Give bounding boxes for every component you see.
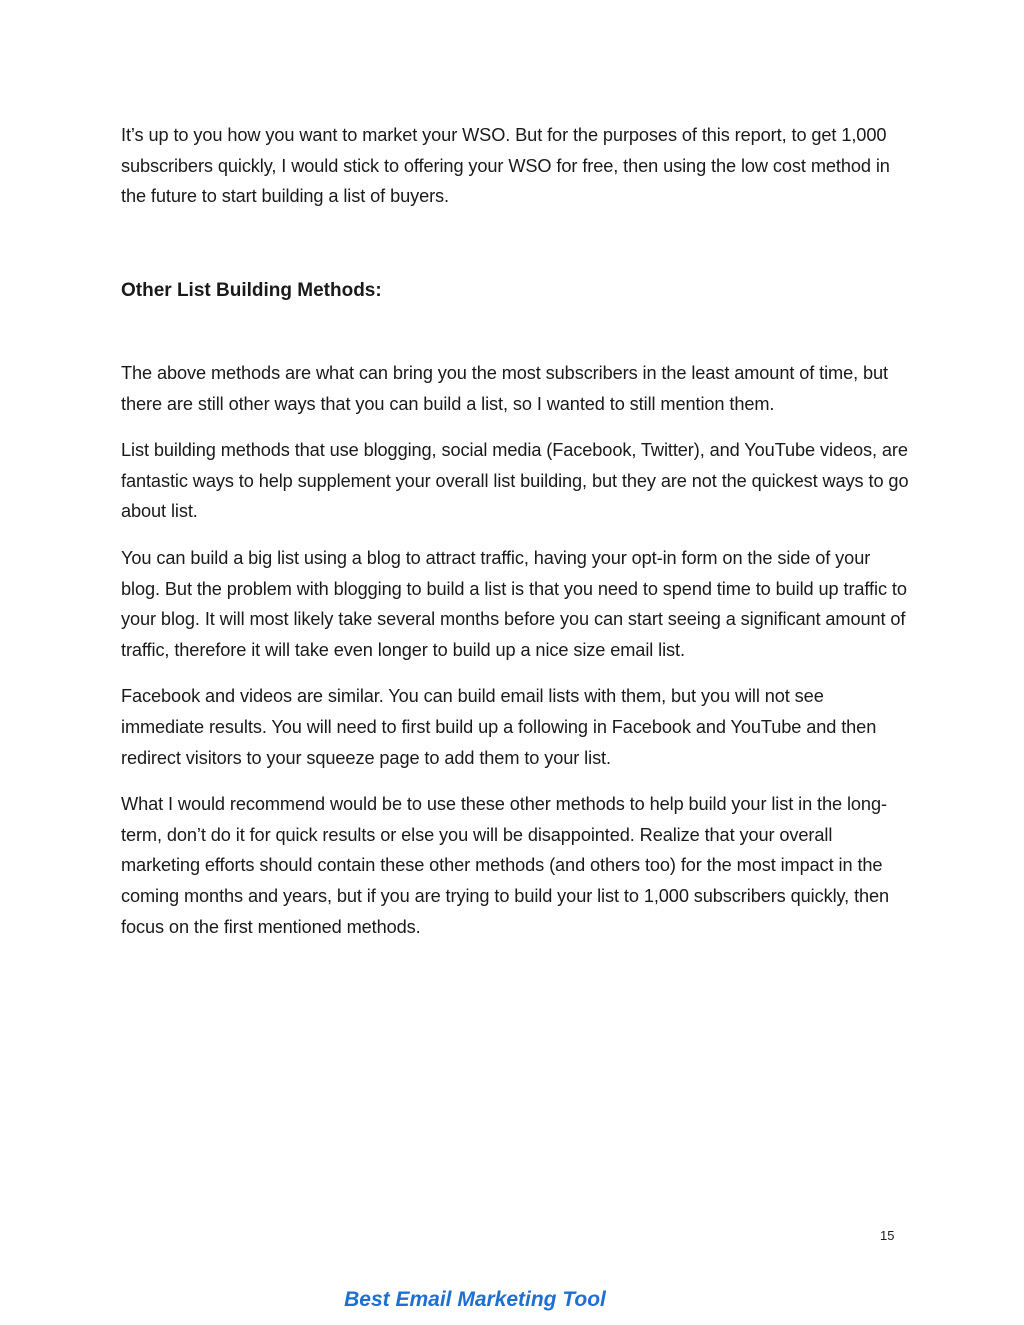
footer-link[interactable]: Best Email Marketing Tool: [344, 1288, 606, 1311]
body-paragraph: List building methods that use blogging, social media (Facebook, Twitter), and YouTube videos, are fantastic ways to help supplement your overall list building, but they are not the quickest ways to go about list.: [121, 440, 909, 522]
body-paragraph: You can build a big list using a blog to attract traffic, having your opt-in form on the side of your blog. But the problem with blogging to build a list is that you need to spend time to build up traffic to your blog. It will most likely take several months before you can start seeing a significant amount of traffic, therefore it will take even longer to build up a nice size email list.: [121, 547, 907, 660]
section-body: [121, 358, 911, 958]
page-number: 15: [880, 1228, 895, 1243]
section-heading: Other List Building Methods:: [121, 280, 382, 301]
body-paragraph: What I would recommend would be to use these other methods to help build your list in the long-term, don’t do it for quick results or else you will be disappointed. Realize that your overall marketing efforts should contain these other methods (and others too) for the most impact in the coming months and years, but if you are trying to build your list to 1,000 subscribers quickly, then focus on the first mentioned methods.: [121, 794, 890, 937]
body-paragraph: Facebook and videos are similar. You can build email lists with them, but you will not see immediate results. You will need to first build up a following in Facebook and YouTube and then redirect visitors to your squeeze page to add them to your list.: [121, 686, 877, 768]
intro-paragraph: It’s up to you how you want to market your WSO. But for the purposes of this report, to get 1,000 subscribers quickly, I would stick to offering your WSO for free, then using the low cost method in the future to start building a list of buyers.: [121, 125, 890, 207]
body-paragraph: The above methods are what can bring you the most subscribers in the least amount of time, but there are still other ways that you can build a list, so I wanted to still mention them.: [121, 363, 889, 414]
intro-block: [121, 120, 911, 212]
